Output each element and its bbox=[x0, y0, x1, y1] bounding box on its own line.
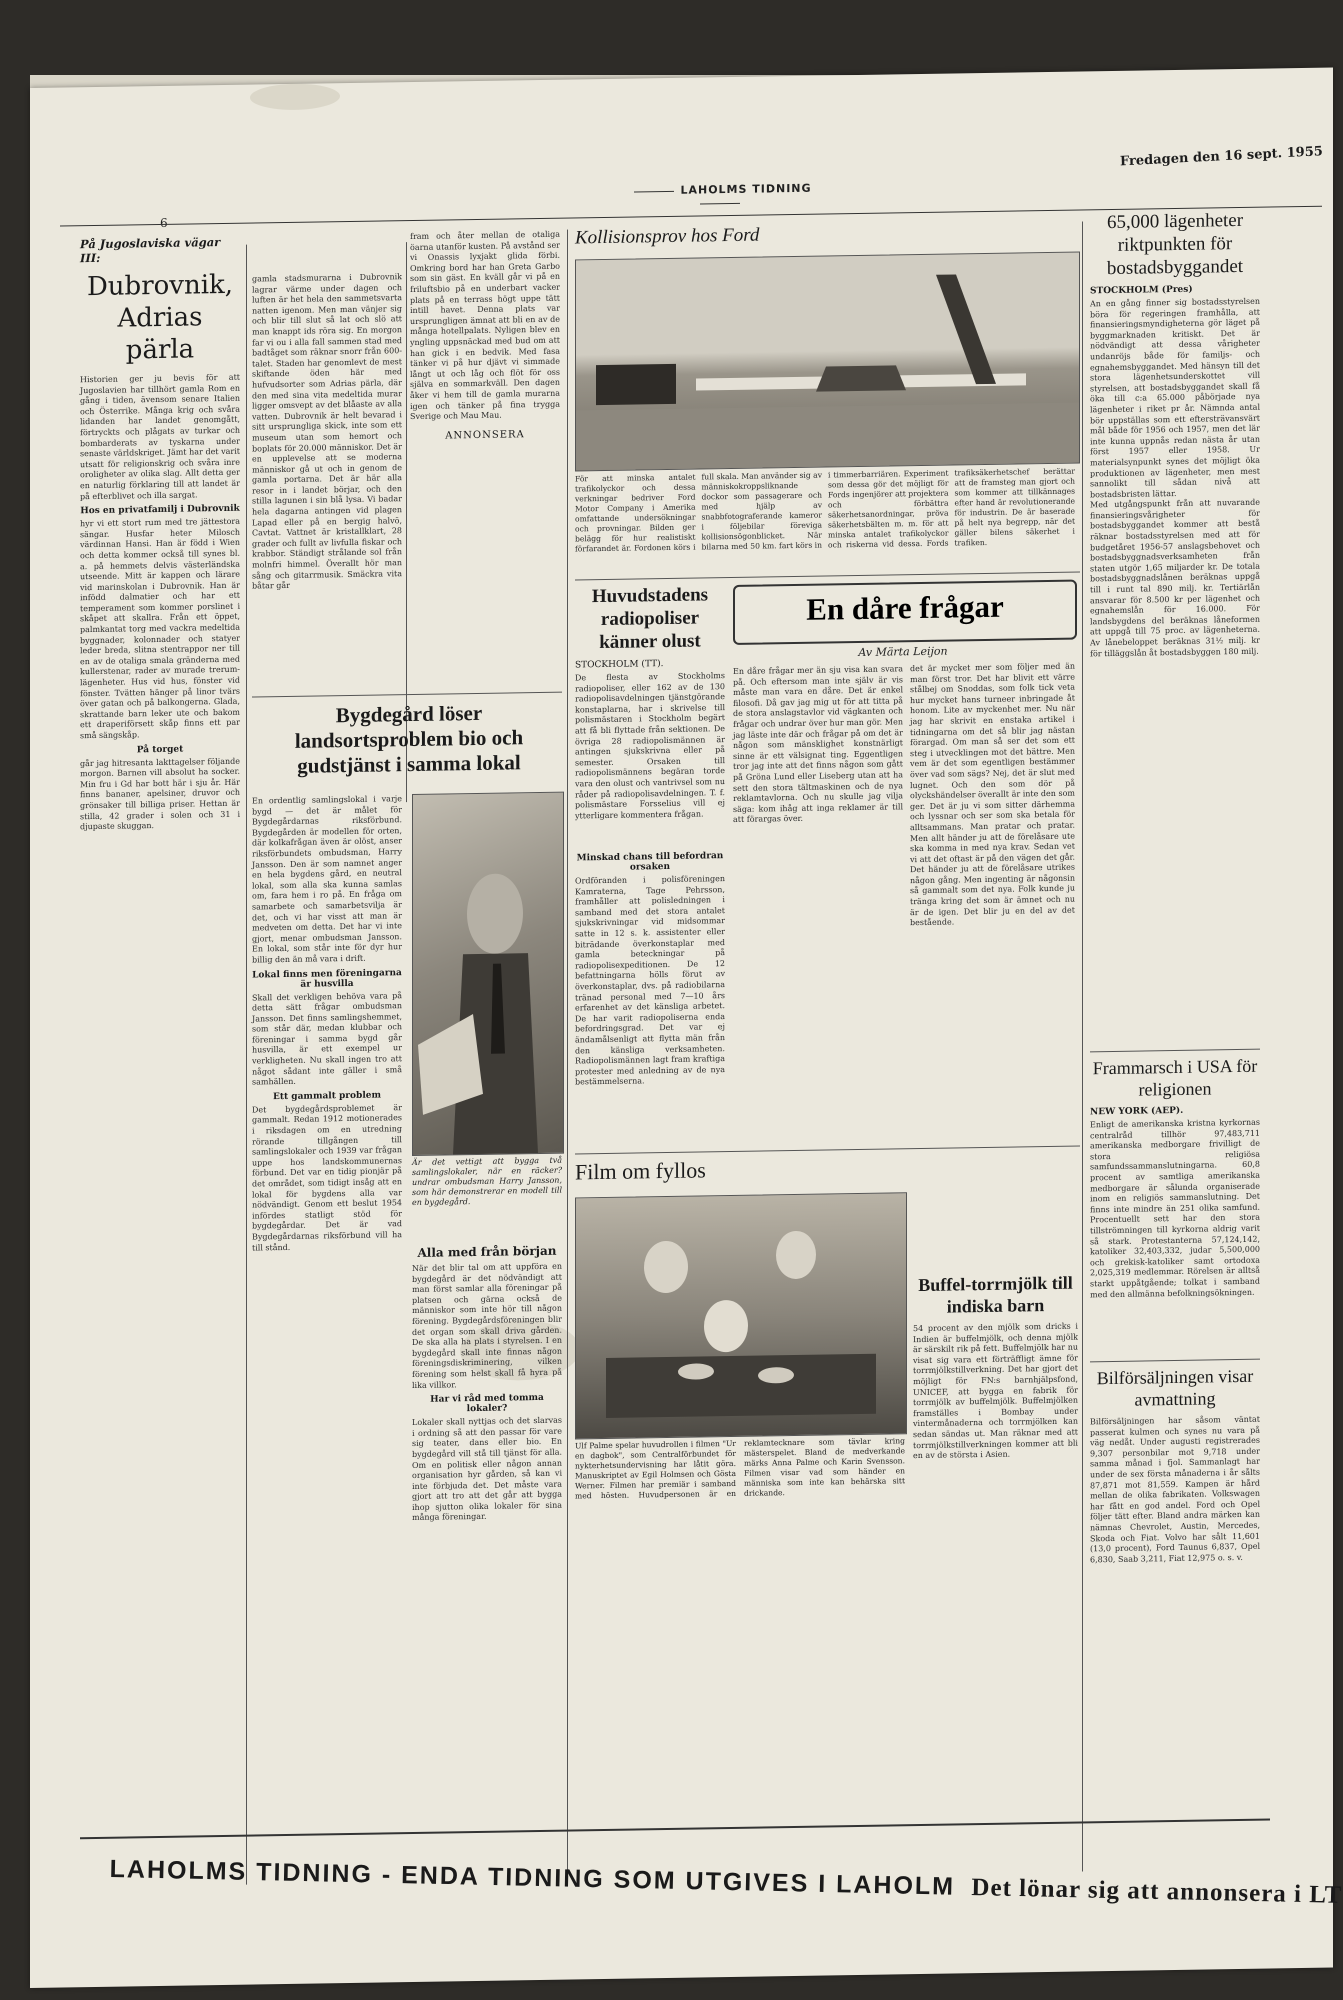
article-dare-byline bbox=[733, 638, 1073, 663]
issue-date: Fredagen den 16 sept. 1955 bbox=[1119, 144, 1324, 170]
article-headline: Bygdegård löser landsortsproblem bio och gudstjänst i samma lokal bbox=[294, 700, 524, 778]
article-dateline: STOCKHOLM (TT). bbox=[575, 659, 664, 671]
article-subhead: Lokal finns men föreningarna är husvilla bbox=[252, 967, 402, 990]
photo-ombudsman-model bbox=[412, 792, 564, 1156]
article-body: Historien ger ju bevis för att Jugoslavien har tillhört gamla Rom en gång i tiden, ävensom senare Italien och Österrike. Många krig och svåra lidanden har landet genomgått, förtryckts och plågats av turkar och bombarderats av tyskarna under senaste världskriget. Jämt har det varit utsatt för religionskrig och svåra inre oroligheter av olika slag. Allt detta ger en naturlig förklaring till att landet är på efterblivet och illa sargat. bbox=[80, 372, 243, 501]
article-headline: Bilförsäljningen visar avmattning bbox=[1096, 1365, 1254, 1410]
photo-caption-bygdegard bbox=[412, 1156, 562, 1238]
article-dateline: NEW YORK (AEP). bbox=[1090, 1105, 1184, 1118]
article-body: Med utgångspunkt från att nuvarande finansieringsvårigheter för bostadsbyggandet kommer att bestå räknar bostadsstyrelsen med att för budgetåret 1956-57 anslagsbehovet och bostadsbyggnadsverksamheten från staten utgör 1,65 miljarder kr. De totala bostadsbyggnadslånen beräknas uppgå till i runt tal 890 milj. kr. Tertiärlån ansvarar för 8.500 kr per lägenhet och egnahemslån för 16.000. För landsbygdens del beräknas låneformen att uppgå till 75 proc. av lägenheterna. Av lånebeloppet beräknas 31½ milj. kr för tilläggslån åt bostadsbyggen 180 milj. bbox=[1090, 497, 1263, 658]
newspaper-page bbox=[30, 68, 1333, 1988]
masthead-rule-right bbox=[700, 202, 740, 204]
article-bygdegard-cont bbox=[412, 1238, 565, 1880]
masthead-strip bbox=[610, 181, 830, 210]
paper-stain bbox=[250, 83, 340, 110]
article-body: gamla stadsmurarna i Dubrovnik lagrar värme under dagen och luften är het hela den sammetsvarta natten igenom. Men man vänjer sig och blir till slut så lat och slö att man knappt ids röra sig. En morgon far vi ou i alla fall sammen stad med badtåget som räknar snorr från 600-talet. Staden har genomlevt de mest skiftande öden här med hufvudsorter som Adrias pärla, där den med sina vita medeltida murar ligger omsvept av det blåaste av alla vatten. Dubrovnik är helt bevarad i sitt ursprungliga skick, inte som ett museum utan som hemort och boplats för 20.000 människor. Det är en upplevelse att se moderna människor gå ut och in genom de gamla portarna. Det är här alla resor in i landet börjar, och den stilla lagunen i sin blå lysa. Vi badar hela dagarna antingen vid plagen Lapad eller på en bergig halvö, Cavtat. Vattnet är kristallklart, 28 grader och fullt av livfulla fiskar och krabbor. Ständigt strålande sol från molnfri himmel. Överallt hör man sång och gitarrmusik. Smäckra vita båtar går bbox=[252, 272, 405, 591]
article-lagenheter bbox=[1090, 209, 1263, 1052]
column-rule bbox=[1082, 221, 1083, 1871]
article-dare-headbox bbox=[733, 580, 1077, 645]
article-headline: En dåre frågar bbox=[806, 588, 1004, 627]
article-body: det är mycket mer som följer med än man först tror. Det har blivit ett värre stålbej om Snoddas, som folk tick veta hur mycket hans turneer inbringade åt honom. Lite av myckenhet mer. Nu när jag har skrivit en enstaka artikel i tidningarna om det så blir jag nästan förargad. Om man så ser det som ett steg i utvecklingen mot det bättre. Men vem är det som egentligen bestämmer över vad som sägs? Nej, det är slut med lugnet. Och den som dör på olyckshändelser överallt är inte den som ger. Det är ju vi som sitter därhemma och lyssnar och ser som ska betala för alltsammans. Man pratar och pratar. Men allt händer ju att de förelåsare ute ska komma in med nya krav. Sedan vet vi att det oftast är på den vägen det går. Det händer ju att de förelåsare utrikes någon gång. Men ingenting är någonsin så gammalt som det nya. Folk kunde ju tränga kring det som är ämnet och nu är de igen. Det blir ju en del av det bestående. bbox=[910, 661, 1078, 928]
article-body: Enligt de amerikanska kristna kyrkornas centralråd tillhör 97,483,711 amerikanska medborgare frivilligt de stora religiösa samfundssammanslutningarna. 60,8 procent av samtliga amerikanska medborgare är sålunda organiserade inom en religiös sammanslutning. Det finns inte mindre än 251 olika samfund. Procentuellt sett har den stora tillströmningen till kyrkorna aldrig varit så stark. Protestanterna 57,124,142, katoliker 32,403,332, judar 5,500,000 och grekisk-katoliker samt ortodoxa 2,025,319 medlemmar. Rörelsen är alltså starkt uppåtgående; tolkat i samband med den allmänna befolkningsökningen. bbox=[1090, 1117, 1263, 1299]
masthead-rule-left bbox=[634, 190, 674, 192]
article-headline: Huvudstadens radiopoliser känner olust bbox=[591, 584, 709, 654]
article-bygdegard bbox=[252, 794, 405, 1876]
photo-crash-scene-icon bbox=[576, 253, 1079, 471]
article-kicker: På Jugoslaviska vägar III: bbox=[80, 235, 221, 266]
article-body: En dåre frågar mer än sju visa kan svara på. Och eftersom man inte själv är vis måste man vara en dåre. Det är enkel filosofi. Då gav jag mig ut för att titta på de stora anslagstavlor vid vägkanten och frågar och undrar över hur man gör. Men jag läste inte där och frågar på om det är någon som mänsklighet konstnärligt sinne är ett välsignat ting. Eggentligen tror jag inte att det finns någon som gått på Gröna Lund eller Liseberg utan att ha sett den stora tältmaskinen och de nya reklamtavlorna. Och nu skulle jag vilja säga: kom ihåg att inga reklamer är till att förargas över. bbox=[733, 664, 906, 825]
article-body: 54 procent av den mjölk som dricks i Indien är buffelmjölk, och denna mjölk är särskilt rik på fett. Buffelmjölk har nu visat sig vara ett förträffligt ämne för torrmjölkstillverkning. Det har gjort det möjligt för FN:s barnhjälpsfond, UNICEF, att bygga en fabrik för torrmjölk av buffelmjölk. Buffelmjölken framställes i Bombay under vintermånaderna och torrmjölken kan sedan sändas ut. Man räknar med att torrmjölkstillverkningen kommer att bli en av de största i Asien. bbox=[913, 1321, 1081, 1461]
photo-people-table-icon bbox=[576, 1193, 906, 1438]
photo-figure-icon bbox=[413, 793, 563, 1155]
article-subhead: Hos en privatfamilj i Dubrovnik bbox=[80, 503, 240, 517]
article-dateline: STOCKHOLM (Pres) bbox=[1090, 284, 1193, 297]
article-byline: Av Märta Leijon bbox=[858, 644, 948, 659]
article-body: fram och åter mellan de otaliga öarna utanför kusten. På avstånd ser vi Onassis lyxjakt glida förbi. Omkring bord har han Greta Garbo som sin gäst. En kväll går vi på en friluftsbio på en underbart vacker plats på en terrass högt uppe tätt intill havet. Denna plats var ursprungligen ämnat att bli en av de många hotellpalats. Nyligen blev en yngling uppsnäckad med bud om att han gick i en bedvik. Med fasa tänker vi på hur djävt vi simmade långt ut och låg och flöt för oss själva en sommarkväll. Den dagen åker vi hem till de gamla murarna igen och tänker på fina trygga Sverige och Mau Mau. bbox=[410, 229, 563, 422]
article-buffel bbox=[913, 1272, 1081, 1575]
article-radiopoliser-body2 bbox=[575, 847, 728, 1149]
photo-caption: För att minska antalet trafikolyckor och dessa verkningar bedriver Ford Motor Company i Amerika omfattande undersökningar och provningar. Bilden ger belägg för hur realistiskt förfarandet är. Fordonen körs i full skala. Man använder sig av människokroppsliknande dockor som passagerare och med hjälp av snabbfotograferande kameror i följebilar föreviga kollisionsögonblicket. När bilarna med 50 km. fart körs in i timmerbarriären. Experiment som dessa gör det möjligt för Fords ingenjörer att projektera och förbättra säkerhetsanordningar, pröva säkerhetsbälten m. m. för att minska antalet trafikolyckor och riskerna vid dessa. Fords trafiksäkerhetschef berättar att de framsteg man gjort och som kommer att tillkännages efter hand är revolutionerande för industrin. De är baserade på helt nya begrepp, när det gäller bilens säkerhet i trafiken. bbox=[575, 466, 1078, 554]
article-bygdegard-head bbox=[256, 700, 562, 795]
article-headline: 65,000 lägenheter riktpunkten för bostadsbyggandet bbox=[1106, 209, 1244, 280]
article-dubrovnik-cont-2 bbox=[410, 229, 563, 692]
photo-ford-crash-test bbox=[575, 252, 1080, 472]
article-dare bbox=[733, 664, 906, 1147]
article-body: De flesta av Stockholms radiopoliser, eller 162 av de 130 radiopolisavdelningen tjänstgörande konstaplarna, har i skrivelse till polismästaren i Stockholm begärt att få bli flyttade från sektionen. De övriga 28 radiopolismännen är antingen sjukskrivna eller på semester. Orsaken till radiopolismännens begäran torde vara den olust och vantrivsel som nu råder på radiopolisavdelningen. T. f. polismästare Forsselius vill ej ytterligare kommentera frågan. bbox=[575, 671, 728, 821]
article-headline: Kollisionsprov hos Ford bbox=[575, 224, 760, 249]
photo-caption-ford bbox=[575, 466, 1078, 575]
photo-film-scene bbox=[575, 1192, 907, 1439]
article-body: När det blir tal om att uppföra en bygdegård är det nödvändigt att man först samlar alla föreningar på platsen och gärna också de människor som inte hör till någon förening. Bygdegårdsföreningen blir det organ som skall driva gården. De ska alla ha plats i styrelsen. I en bygdegård skall inte finnas någon föreningsdiskriminering, vilken förening som helst skall få hyra på lika villkor. bbox=[412, 1261, 565, 1390]
article-dubrovnik bbox=[80, 235, 243, 1898]
annons-label: ANNONSERA bbox=[445, 428, 525, 442]
article-subhead: Alla med från början bbox=[417, 1243, 557, 1260]
column-rule bbox=[567, 230, 568, 1880]
article-headline: Film om fyllos bbox=[575, 1157, 706, 1185]
column-rule bbox=[246, 245, 247, 1885]
article-headline: Dubrovnik, Adrias pärla bbox=[86, 269, 234, 366]
section-rule bbox=[1090, 1359, 1260, 1363]
article-dare-cont bbox=[910, 661, 1078, 1145]
article-ford-head bbox=[575, 221, 875, 260]
article-body: går jag hitresanta lakttagelser följande morgon. Barnen vill absolut ha socker. Min fru i Gd har bott här i sju år. Här finns bananer, apelsiner, druvor och grönsaker till billiga priser. Hettan är stilla, 42 grader i solen och 31 i djupaste skuggan. bbox=[80, 756, 243, 832]
article-headline: Buffel-torrmjölk till indiska barn bbox=[918, 1272, 1073, 1317]
article-subhead: Har vi råd med tomma lokaler? bbox=[430, 1393, 544, 1415]
article-body: Skall det verkligen behöva vara på detta sätt frågar ombudsman Jansson. Det finns samlingshemmet, som står där, medan klubbar och föreningar i samma bygd går husvilla, är ett exempel ur verkligheten. Nu skall ingen tro att något sådant inte gäller i små samhällen. bbox=[252, 990, 405, 1087]
footer-ad-slogan: Det lönar sig att annonsera i LT bbox=[971, 1874, 1343, 1909]
article-body: Lokaler skall nyttjas och det slarvas i ordning så att den passar för vare sig teater, dans eller bio. En bygdegård vill stå till tjänst för alla. Om en politisk eller någon annan organisation hyr gården, så kan vi inte förbjuda det. Det måste vara gjort att tro att det går att bygga ihop sjutton olika lokaler för sina många föreningar. bbox=[412, 1415, 565, 1523]
article-body: Bilförsäljningen har såsom väntat passerat kulmen och synes nu vara på väg nedåt. Under augusti registrerades 9,307 personbilar mot 9,718 under samma månad i fjol. Sammanlagt har under de sex första månaderna i år sålts 87,871 mot 81,559. Kampen är hård mellan de olika fabrikaten. Volkswagen har fått en god andel. Ford och Opel följer tätt efter. Bland andra märken kan nämnas Chevrolet, Austin, Mercedes, Skoda och Fiat. Volvo har sålt 11,601 (13,0 procent), Ford Taunus 6,837, Opel 6,830, Saab 3,211, Fiat 12,975 o. s. v. bbox=[1090, 1414, 1263, 1565]
photo-caption-film bbox=[575, 1436, 905, 1541]
article-body: Ordföranden i polisföreningen Kamraterna, Tage Pehrsson, framhåller att polisledningen i samband med det stora antalet sjukskrivningar vid midsommar satte in 12 s. k. assistenter eller biträdande överkonstaplar med gamla beteckningar på radiopolisexpeditionen. De 12 befattningarna hölls förut av överkonstaplar, dvs. på radiobilarna tränad personal med 7—10 års erfarenhet av det känsliga arbetet. De har varit radiopoliserna enda befordringsgrad. Det var ej ändamålsenligt att flytta män från den känsliga verksamheten. Radiopolismännen lagt fram kraftiga protester med anledning av de nya bestämmelserna. bbox=[575, 874, 728, 1087]
footer-paper-slogan: LAHOLMS TIDNING - ENDA TIDNING SOM UTGIVES I LAHOLM bbox=[109, 1855, 956, 1901]
article-body: En ordentlig samlingslokal i varje bygd — det är målet för Bygdegårdarnas riksförbund. Bygdegården är modellen för orten, där kolkafrågan även är olöst, anser riksförbundets ombudsman, Harry Jansson. Den är som namnet anger en hela bygdens gård, en neutral lokal, som alla ska kunna samlas om, fara hem i ro på. En fråga om samarbete och samarbetsvilja är det, och vi har visst att man är medveten om detta. Det har vi inte gjort, menar ombudsman Jansson. En lokal, som står inte för dyr hur billig den än må vara i drift. bbox=[252, 794, 405, 965]
page-number: 6 bbox=[160, 215, 168, 230]
article-body: Det bygdegårdsproblemet är gammalt. Redan 1912 motionerades i riksdagen om en utredning rörande tillgången till samlingslokaler och 1939 var frågan uppe hos landskommunernas förbund. Det var en tidig pionjär på det området, som tidigt insåg att en lokal för bygdens alla var nödvändigt. Genom ett beslut 1954 infördes statligt stöd för bygdegårdar. Det är vad Bygdegårdarnas riksförbund vill ha till stånd. bbox=[252, 1102, 405, 1253]
photo-caption: Ulf Palme spelar huvudrollen i filmen "Ur en dagbok", som Centralförbundet för nykterhetsundervisning har låtit göra. Manuskriptet av Egil Holmsen och Gösta Werner. Filmen har premiär i samband med hösten. Huvudpersonen är en reklamtecknare som tävlar kring mästerspelet. Bland de medverkande märks Anna Palme och Karin Svensson. Filmen visar vad som händer en människa som inte kan behärska sitt drickande. bbox=[575, 1436, 905, 1501]
article-headline: Frammarsch i USA för religionen bbox=[1092, 1055, 1258, 1100]
article-body: An en gång finner sig bostadsstyrelsen böra för regeringen framhålla, att finansieringsmyndigheterna gör läget på byggmarknaden kritiskt. Det är nödvändigt att dessa vårigheter undanröjs både för familjs- och egnahemsbyggandet. Med hänsyn till det stora lägenhetsunderskottet vill styrelsen, att bostadsbyggandet skall få öka till c:a 65.000 påbörjade nya lägenheter i riket pr år. Nämnda antal bör uppställas som ett eftersträvansvärt mål både för 1956 och 1957, men det lär inte kunna uppnås redan nästa år utan först 1957 eller 1958. Ur materialsynpunkt synes det möjligt öka produktionen av lägenheter, men mest sannolikt till sådan nivå att bostadsbristen lättar. bbox=[1090, 296, 1263, 500]
article-frammarsch bbox=[1090, 1055, 1263, 1358]
article-body: hyr vi ett stort rum med tre jättestora sängar. Husfar heter Milosch värdinnan Hansi. Han är född i Wien och detta kommer också till synes bl. a. på hemmets delvis västerländska utseende. Mitt är kappen och lärare vid marinskolan i Dubrovnik. Han är infödd dalmatier och har ett temperament som kommer porslinet i skåpet att skallra. Från ett öppet, palmkantat torg med vackra medeltida byggnader, kolonnader och statyer leder breda, slitna stentrappor ner till en av de otaliga smala gränderna med kullerstenar, rader av murade trerum-lägenheter. Hus vid hus, fönster vid fönster. Tvätten hänger på linor tvärs över gatan och på balkongerna. Glada, skrattande barn leker ute och bakom ett draperiförsett skåp finns ett par små sängskåp. bbox=[80, 516, 243, 741]
article-subhead: Ett gammalt problem bbox=[272, 1090, 382, 1103]
article-subhead: Minskad chans till befordran orsaken bbox=[576, 851, 724, 873]
photo-caption: Är det vettigt att bygga två samlingslokaler, när en räcker? undrar ombudsman Harry Jansson, som här demonstrerar en modell till en bygdegård. bbox=[412, 1155, 562, 1207]
article-subhead: På torget bbox=[136, 744, 184, 755]
paper-name: LAHOLMS TIDNING bbox=[680, 181, 812, 197]
article-bilforsaljning bbox=[1090, 1365, 1263, 1668]
